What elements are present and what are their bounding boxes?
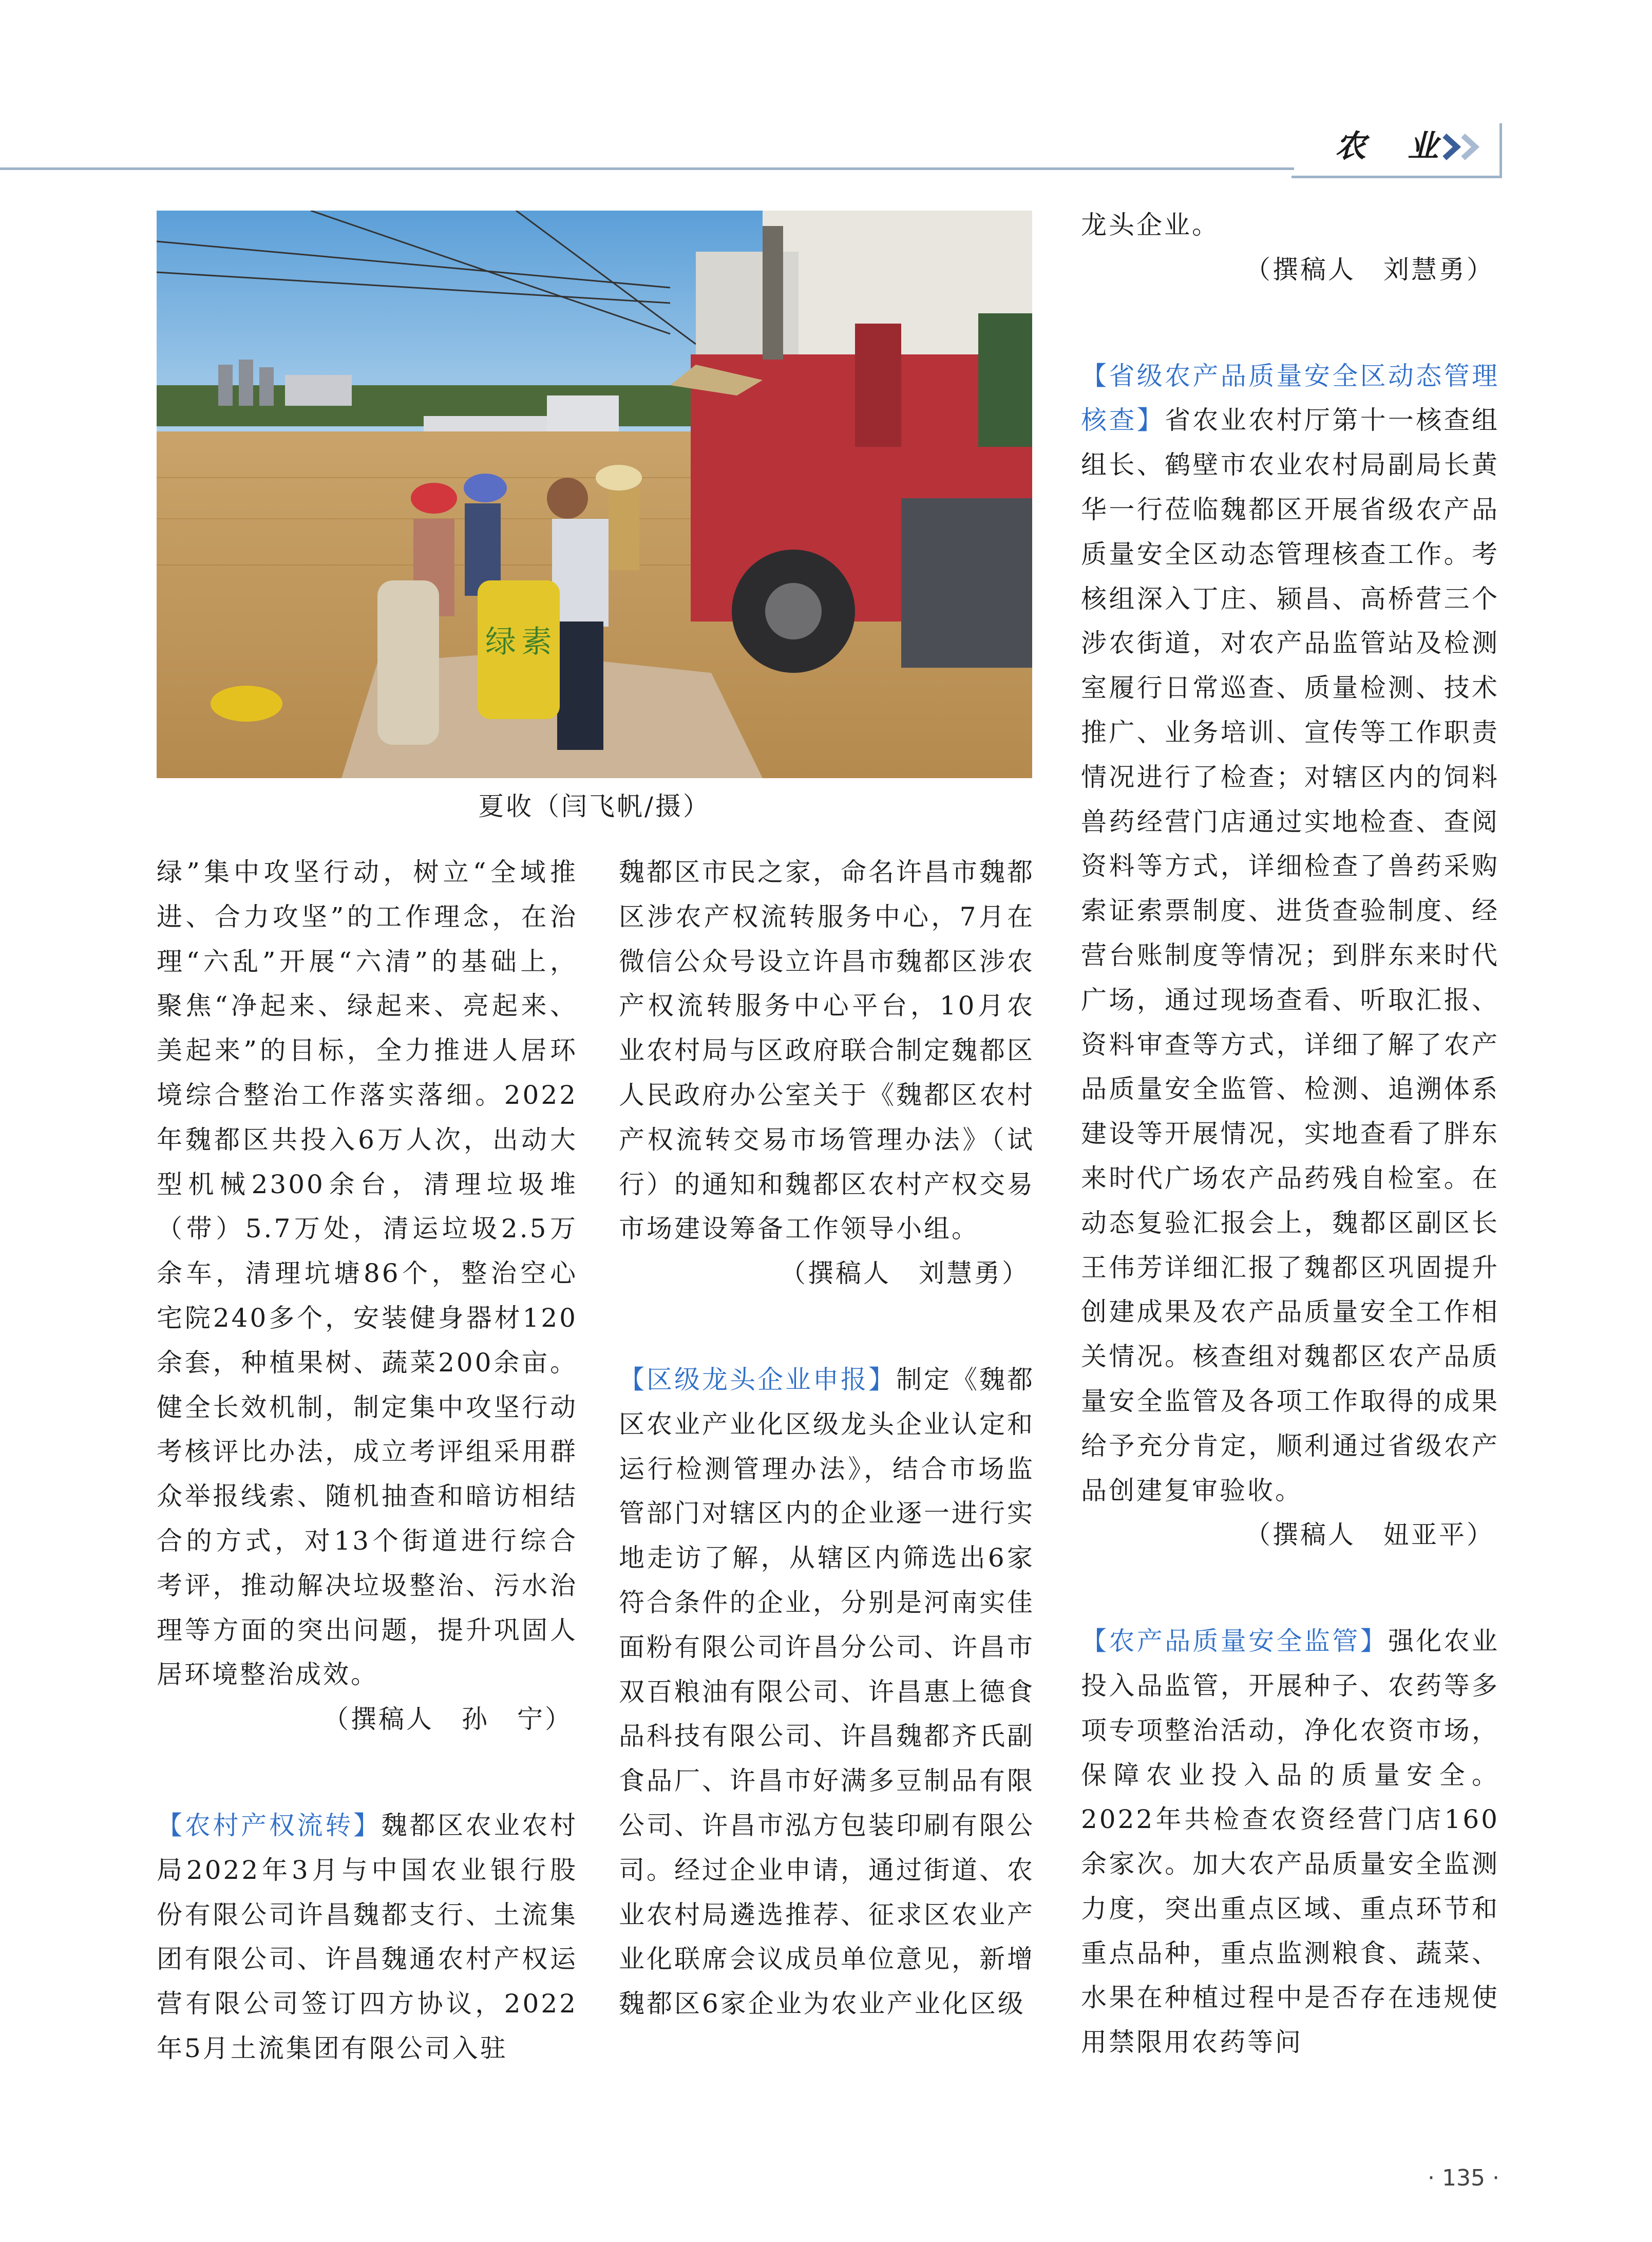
paragraph: 绿”集中攻坚行动，树立“全域推进、合力攻坚”的工作理念，在治理“六乱”开展“六清”的基础上，聚焦“净起来、绿起来、亮起来、美起来”的目标，全力推进人居环境综合整治工作落实落细。2022年魏都区共投入6万人次，出动大型机械2300余台，清理垃圾堆（带）5.7万处，清运垃圾2.5万余车，清理坑塘86个，整治空心宅院240多个，安装健身器材120余套，种植果树、蔬菜200余亩。健全长效机制，制定集中攻坚行动考核评比办法，成立考评组采用群众举报线索、随机抽查和暗访相结合的方式，对13个街道进行综合考评，推动解决垃圾整治、污水治理等方面的突出问题，提升巩固人居环境整治成效。 bbox=[157, 857, 578, 1690]
paragraph bbox=[1081, 354, 1499, 1513]
paragraph: 魏都区市民之家，命名许昌市魏都区涉农产权流转服务中心，7月在微信公众号设立许昌市魏都区涉农产权流转服务中心平台，10月农业农村局与区政府联合制定魏都区人民政府办公室关于《魏都区农村产权流转交易市场管理办法》（试行）的通知和魏都区农村产权交易市场建设筹备工作领导小组。 bbox=[619, 857, 1035, 1244]
harvest-photo bbox=[157, 211, 1032, 778]
section-title: 农 业 bbox=[1335, 128, 1454, 164]
text-column-2 bbox=[619, 850, 1035, 2026]
paragraph-body: 制定《魏都区农业产业化区级龙头企业认定和运行检测管理办法》，结合市场监管部门对辖区内的企业逐一进行实地走访了解，从辖区内筛选出6家符合条件的企业，分别是河南实佳面粉有限公司许昌分公司、许昌市双百粮油有限公司、许昌惠上德食品科技有限公司、许昌魏都齐氏副食品厂、许昌市好满多豆制品有限公司、许昌市泓方包装印刷有限公司。经过企业申请，通过街道、农业农村局遴选推荐、征求区农业产业化联席会议成员单位意见，新增魏都区6家企业为农业产业化区级 bbox=[619, 1364, 1035, 2019]
photo-caption: 夏收（闫飞帆/摄） bbox=[478, 792, 711, 821]
paragraph-body: 省农业农村厅第十一核查组组长、鹤壁市农业农村局副局长黄华一行莅临魏都区开展省级农产品质量安全区动态管理核查工作。考核组深入丁庄、颍昌、高桥营三个涉农街道，对农产品监管站及检测室履行日常巡查、质量检测、技术推广、业务培训、宣传等工作职责情况进行了检查；对辖区内的饲料兽药经营门店通过实地检查、查阅资料等方式，详细检查了兽药采购索证索票制度、进货查验制度、经营台账制度等情况；到胖东来时代广场，通过现场查看、听取汇报、资料审查等方式，详细了解了农产品质量安全监管、检测、追溯体系建设等开展情况，实地查看了胖东来时代广场农产品药残自检室。在动态复验汇报会上，魏都区副区长王伟芳详细汇报了魏都区巩固提升创建成果及农产品质量安全工作相关情况。核查组对魏都区农产品质量安全监管及各项工作取得的成果给予充分肯定，顺利通过省级农产品创建复审验收。 bbox=[1081, 405, 1500, 1505]
byline: （撰稿人 刘慧勇） bbox=[780, 1258, 1030, 1289]
page-number: · 135 · bbox=[1428, 2165, 1499, 2191]
text-column-1 bbox=[157, 850, 578, 2071]
byline: （撰稿人 妞亚平） bbox=[1245, 1520, 1494, 1550]
section-heading: 【区级龙头企业申报】 bbox=[619, 1364, 896, 1395]
double-chevron-icon bbox=[1440, 133, 1487, 161]
paragraph: 龙头企业。 bbox=[1081, 210, 1220, 240]
text-column-3 bbox=[1081, 203, 1499, 2065]
sack-label-right: 素 bbox=[521, 624, 552, 660]
paragraph bbox=[157, 1803, 578, 2071]
paragraph-body: 强化农业投入品监管，开展种子、农药等多项专项整治活动，净化农资市场，保障农业投入品的质量安全。2022年共检查农资经营门店160余家次。加大农产品质量安全监测力度，突出重点区域、重点环节和重点品种，重点监测粮食、蔬菜、水果在种植过程中是否存在违规使用禁限用农药等问 bbox=[1081, 1626, 1500, 2058]
byline: （撰稿人 刘慧勇） bbox=[1245, 254, 1494, 285]
byline: （撰稿人 孙 宁） bbox=[323, 1704, 573, 1735]
section-heading: 【省级农产品质量安全区动态管理核查】 bbox=[1081, 361, 1499, 436]
paragraph bbox=[619, 1358, 1035, 2026]
header-rule bbox=[0, 167, 1294, 170]
paragraph-body: 魏都区农业农村局2022年3月与中国农业银行股份有限公司许昌魏都支行、土流集团有限公司、许昌魏通农村产权运营有限公司签订四方协议，2022年5月土流集团有限公司入驻 bbox=[157, 1810, 578, 2063]
sack-label-left: 绿 bbox=[485, 624, 516, 660]
section-heading: 【农产品质量安全监管】 bbox=[1081, 1626, 1388, 1656]
section-heading: 【农村产权流转】 bbox=[157, 1810, 382, 1840]
paragraph bbox=[1081, 1619, 1499, 2065]
